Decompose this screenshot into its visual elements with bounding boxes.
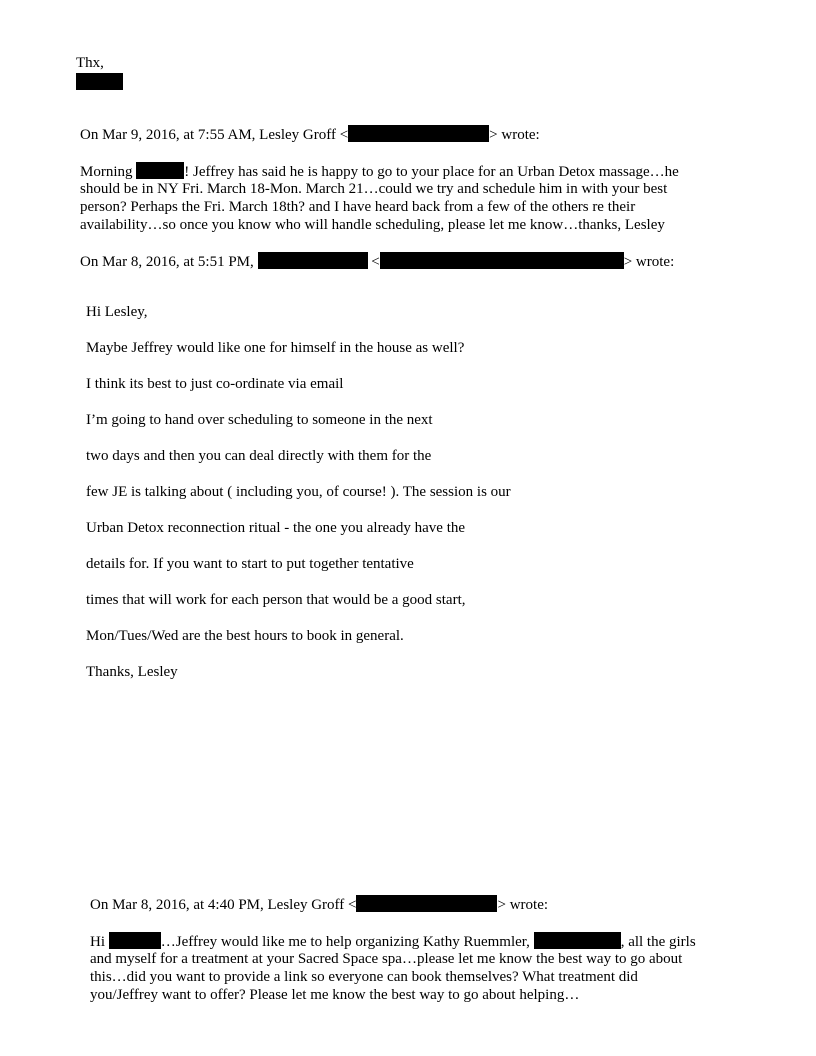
email2-header-prefix: On Mar 8, 2016, at 5:51 PM, xyxy=(80,254,258,270)
email1-header-suffix: > wrote: xyxy=(489,127,540,143)
email2-line-greeting: Hi Lesley, xyxy=(86,304,148,320)
redacted-name xyxy=(109,932,161,949)
redacted-name xyxy=(136,162,184,179)
email1-body-line: should be in NY Fri. March 18-Mon. March 21…could we try and schedule him in with your best xyxy=(80,181,668,197)
email1-body-line: Morning ! Jeffrey has said he is happy to go to your place for an Urban Detox massage…he xyxy=(80,164,679,180)
email2-header-mid: < xyxy=(367,254,380,270)
redacted-sender-name xyxy=(258,252,368,269)
email2-line: Mon/Tues/Wed are the best hours to book in general. xyxy=(86,628,404,644)
email2-line: I think its best to just co-ordinate via email xyxy=(86,376,344,392)
email2-line-signoff: Thanks, Lesley xyxy=(86,664,178,680)
redacted-email-address xyxy=(356,895,497,912)
email2-header xyxy=(80,252,674,271)
email3-body-line: this…did you want to provide a link so everyone can book themselves? What treatment did xyxy=(90,969,638,985)
email2-line: Maybe Jeffrey would like one for himself in the house as well? xyxy=(86,340,465,356)
email2-line: I’m going to hand over scheduling to someone in the next xyxy=(86,412,433,428)
redacted-email-address xyxy=(380,252,624,269)
email1-body xyxy=(80,162,679,234)
email3-body-line: you/Jeffrey want to offer? Please let me know the best way to go about helping… xyxy=(90,987,580,1003)
email3-body-line: and myself for a treatment at your Sacred Space spa…please let me know the best way to go about xyxy=(90,951,683,967)
email3-header xyxy=(90,895,548,914)
email2-line: details for. If you want to start to put together tentative xyxy=(86,556,414,572)
email3-header-prefix: On Mar 8, 2016, at 4:40 PM, Lesley Groff < xyxy=(90,897,357,913)
email2-line: two days and then you can deal directly with them for the xyxy=(86,448,432,464)
redacted-signature xyxy=(76,73,123,90)
email3-body xyxy=(90,932,696,1004)
email2-line: times that will work for each person that would be a good start, xyxy=(86,592,466,608)
email1-header xyxy=(80,125,540,144)
email1-header-prefix: On Mar 9, 2016, at 7:55 AM, Lesley Groff < xyxy=(80,127,349,143)
closing-thanks: Thx, xyxy=(76,55,104,71)
email2-header-suffix: > wrote: xyxy=(623,254,675,270)
email2-line: Urban Detox reconnection ritual - the one you already have the xyxy=(86,520,466,536)
email3-header-suffix: > wrote: xyxy=(497,897,549,913)
email1-body-line: availability…so once you know who will handle scheduling, please let me know…thanks, Lesley xyxy=(80,217,665,233)
email3-body-line: Hi …Jeffrey would like me to help organizing Kathy Ruemmler, , all the girls xyxy=(90,934,696,950)
redacted-email-address xyxy=(348,125,489,142)
email1-body-line: person? Perhaps the Fri. March 18th? and I have heard back from a few of the others re their xyxy=(80,199,636,215)
email2-line: few JE is talking about ( including you, of course! ). The session is our xyxy=(86,484,511,500)
redacted-name xyxy=(534,932,621,949)
